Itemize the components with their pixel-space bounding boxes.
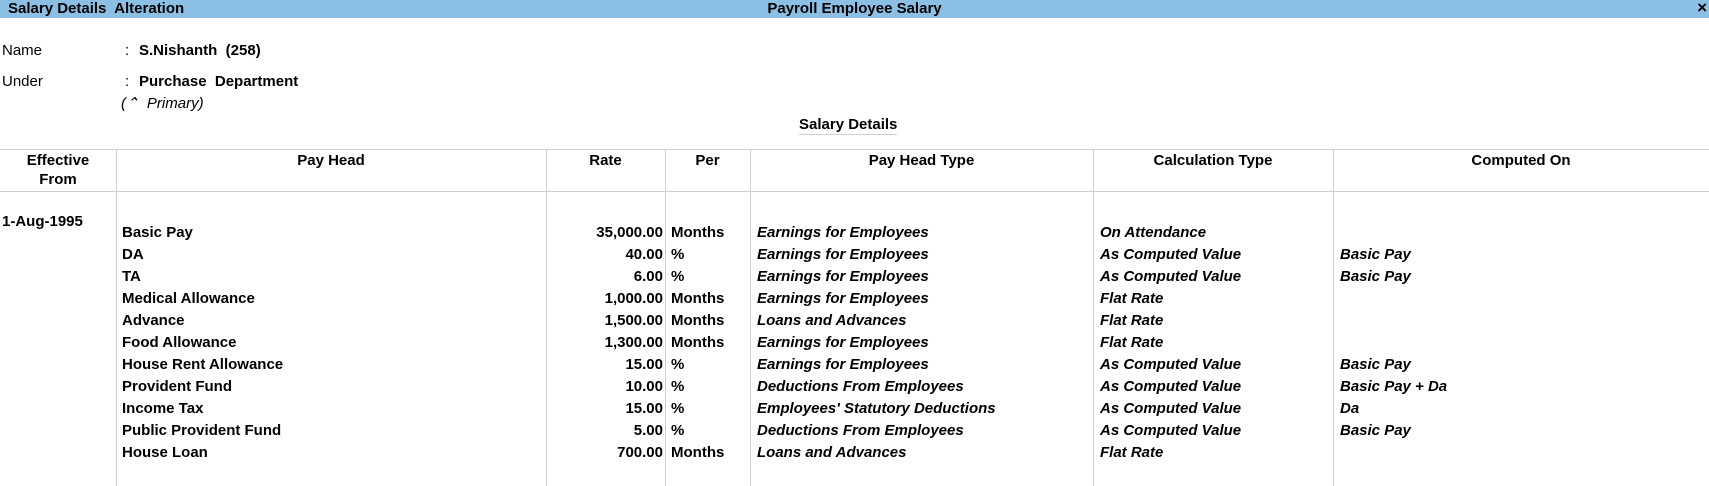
pay-head-type-cell: Loans and Advances bbox=[757, 312, 907, 329]
name-colon: : bbox=[125, 42, 130, 59]
under-parent-group: (⌃ Primary) bbox=[121, 95, 204, 112]
table-row[interactable] bbox=[0, 266, 1709, 288]
pay-head-type-cell: Earnings for Employees bbox=[757, 224, 929, 241]
computed-on-cell: Basic Pay bbox=[1340, 356, 1411, 373]
calculation-type-cell: Flat Rate bbox=[1100, 444, 1164, 461]
per-cell: % bbox=[671, 378, 685, 395]
section-title: Salary Details bbox=[799, 116, 898, 133]
pay-head-type-cell: Loans and Advances bbox=[757, 444, 907, 461]
pay-head-type-cell: Deductions From Employees bbox=[757, 422, 964, 439]
per-cell: % bbox=[671, 268, 685, 285]
window-title: Salary Details Alteration bbox=[8, 0, 185, 17]
pay-head-cell: Medical Allowance bbox=[122, 290, 255, 307]
per-cell: Months bbox=[671, 312, 725, 329]
calculation-type-cell: As Computed Value bbox=[1100, 246, 1242, 263]
close-icon[interactable]: × bbox=[1697, 0, 1707, 17]
pay-head-cell: DA bbox=[122, 246, 144, 263]
table-header-border bbox=[0, 191, 1709, 192]
calculation-type-cell: As Computed Value bbox=[1100, 400, 1242, 417]
header-rate: Rate bbox=[589, 152, 622, 169]
pay-head-type-cell: Employees' Statutory Deductions bbox=[757, 400, 996, 417]
header-computed-on: Computed On bbox=[1471, 152, 1571, 169]
report-title: Payroll Employee Salary bbox=[767, 0, 942, 17]
computed-on-cell: Basic Pay bbox=[1340, 268, 1411, 285]
table-row[interactable] bbox=[0, 310, 1709, 332]
rate-cell: 35,000.00 bbox=[596, 224, 663, 241]
pay-head-cell: Advance bbox=[122, 312, 185, 329]
calculation-type-cell: Flat Rate bbox=[1100, 334, 1164, 351]
under-colon: : bbox=[125, 73, 130, 90]
table-row[interactable] bbox=[0, 420, 1709, 442]
table-top-border bbox=[0, 149, 1709, 150]
per-cell: Months bbox=[671, 290, 725, 307]
table-row[interactable] bbox=[0, 222, 1709, 244]
pay-head-cell: Income Tax bbox=[122, 400, 204, 417]
per-cell: Months bbox=[671, 224, 725, 241]
rate-cell: 5.00 bbox=[633, 422, 663, 439]
calculation-type-cell: Flat Rate bbox=[1100, 312, 1164, 329]
per-cell: % bbox=[671, 246, 685, 263]
header-pay-head: Pay Head bbox=[297, 152, 365, 169]
calculation-type-cell: As Computed Value bbox=[1100, 356, 1242, 373]
computed-on-cell: Basic Pay bbox=[1340, 246, 1411, 263]
employee-name-field[interactable]: S.Nishanth (258) bbox=[139, 42, 261, 59]
pay-head-cell: Food Allowance bbox=[122, 334, 237, 351]
calculation-type-cell: On Attendance bbox=[1100, 224, 1207, 241]
table-row[interactable] bbox=[0, 288, 1709, 310]
header-effective-from: Effective From bbox=[26, 152, 90, 188]
title-bar bbox=[0, 0, 1709, 18]
pay-head-cell: Provident Fund bbox=[122, 378, 232, 395]
rate-cell: 1,500.00 bbox=[604, 312, 663, 329]
table-row[interactable] bbox=[0, 398, 1709, 420]
pay-head-cell: TA bbox=[122, 268, 141, 285]
under-group-field[interactable]: Purchase Department bbox=[139, 73, 299, 90]
pay-head-type-cell: Earnings for Employees bbox=[757, 246, 929, 263]
computed-on-cell: Da bbox=[1340, 400, 1360, 417]
per-cell: Months bbox=[671, 334, 725, 351]
pay-head-cell: Basic Pay bbox=[122, 224, 193, 241]
pay-head-cell: House Rent Allowance bbox=[122, 356, 284, 373]
effective-from-date[interactable]: 1-Aug-1995 bbox=[2, 213, 83, 230]
table-row[interactable] bbox=[0, 354, 1709, 376]
pay-head-type-cell: Earnings for Employees bbox=[757, 290, 929, 307]
rate-cell: 10.00 bbox=[625, 378, 663, 395]
header-calculation-type: Calculation Type bbox=[1153, 152, 1273, 169]
computed-on-cell: Basic Pay + Da bbox=[1340, 378, 1448, 395]
calculation-type-cell: As Computed Value bbox=[1100, 422, 1242, 439]
per-cell: % bbox=[671, 422, 685, 439]
pay-head-cell: Public Provident Fund bbox=[122, 422, 282, 439]
table-row[interactable] bbox=[0, 244, 1709, 266]
calculation-type-cell: Flat Rate bbox=[1100, 290, 1164, 307]
calculation-type-cell: As Computed Value bbox=[1100, 378, 1242, 395]
rate-cell: 6.00 bbox=[633, 268, 663, 285]
header-pay-head-type: Pay Head Type bbox=[868, 152, 975, 169]
computed-on-cell: Basic Pay bbox=[1340, 422, 1411, 439]
rate-cell: 700.00 bbox=[617, 444, 663, 461]
under-label: Under bbox=[2, 73, 43, 90]
calculation-type-cell: As Computed Value bbox=[1100, 268, 1242, 285]
header-per: Per bbox=[695, 152, 720, 169]
rate-cell: 1,000.00 bbox=[604, 290, 663, 307]
table-row[interactable] bbox=[0, 442, 1709, 464]
name-label: Name bbox=[2, 42, 43, 59]
rate-cell: 40.00 bbox=[625, 246, 663, 263]
per-cell: % bbox=[671, 400, 685, 417]
table-row[interactable] bbox=[0, 332, 1709, 354]
pay-head-type-cell: Earnings for Employees bbox=[757, 356, 929, 373]
pay-head-type-cell: Earnings for Employees bbox=[757, 268, 929, 285]
rate-cell: 15.00 bbox=[625, 400, 663, 417]
rate-cell: 15.00 bbox=[625, 356, 663, 373]
table-row[interactable] bbox=[0, 376, 1709, 398]
pay-head-type-cell: Deductions From Employees bbox=[757, 378, 964, 395]
per-cell: Months bbox=[671, 444, 725, 461]
rate-cell: 1,300.00 bbox=[604, 334, 663, 351]
pay-head-cell: House Loan bbox=[122, 444, 208, 461]
pay-head-type-cell: Earnings for Employees bbox=[757, 334, 929, 351]
per-cell: % bbox=[671, 356, 685, 373]
